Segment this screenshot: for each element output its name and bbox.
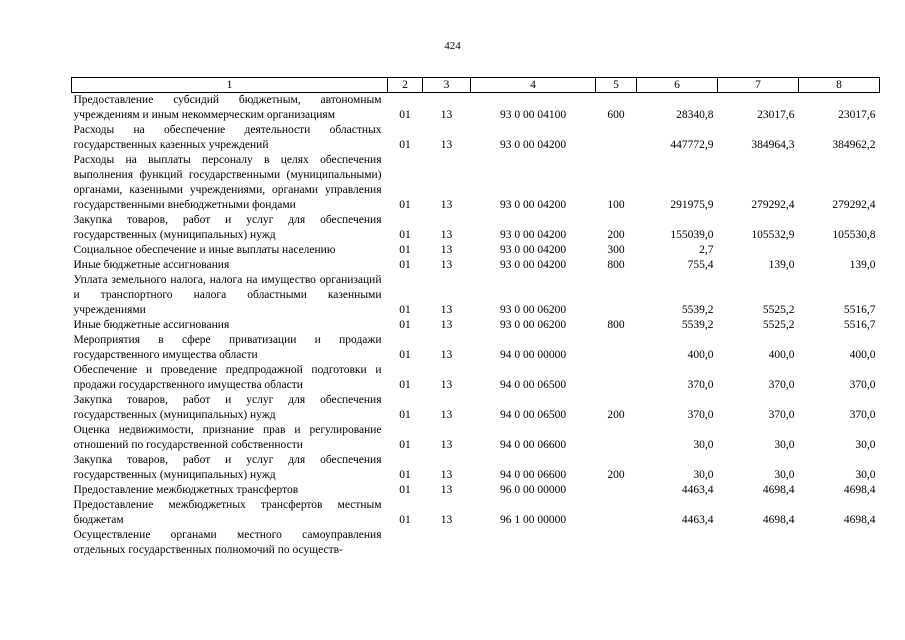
cell-target-article: 94 0 00 06500 [499,409,567,421]
table-row [72,453,880,483]
cell-subsection [423,528,471,558]
row-description: Осуществление органами местного самоуправления отдельных государственных полномочий по осуществ- [73,529,382,556]
cell-target-article [471,528,596,558]
cell-expense-type: 800 [607,319,625,331]
cell-expense-type [596,498,637,528]
cell-target-article: 94 0 00 06500 [499,379,567,391]
cell-target-article: 93 0 00 04200 [499,139,567,151]
row-description: Закупка товаров, работ и услуг для обеспечения государственных (муниципальных) нужд [73,214,382,241]
cell-expense-type [596,123,637,153]
cell-amount-col8: 5516,7 [843,319,876,331]
row-description: Иные бюджетные ассигнования [73,259,230,271]
column-header: 8 [799,78,880,93]
cell-amount-col6 [637,528,718,558]
cell-section: 01 [399,259,411,271]
cell-amount-col7: 400,0 [768,349,795,361]
cell-expense-type [596,483,637,498]
cell-amount-col7: 23017,6 [757,109,795,121]
cell-subsection: 13 [440,304,453,316]
cell-amount-col7: 279292,4 [751,199,795,211]
cell-target-article: 94 0 00 00000 [499,349,567,361]
cell-section: 01 [399,139,411,151]
cell-subsection: 13 [440,379,453,391]
cell-amount-col6: 30,0 [693,439,714,451]
cell-amount-col8: 5516,7 [843,304,876,316]
cell-target-article: 96 1 00 00000 [499,514,567,526]
cell-amount-col8: 139,0 [849,259,876,271]
table-row [72,273,880,318]
table-row [72,393,880,423]
row-description: Оценка недвижимости, признание прав и регулирование отношений по государственной собственности [73,424,382,451]
row-description: Уплата земельного налога, налога на имущество организаций и транспортного налога областными казенными учреждениями [73,274,382,316]
column-header: 5 [596,78,637,93]
cell-amount-col6: 370,0 [687,409,714,421]
column-header: 4 [471,78,596,93]
row-description: Обеспечение и проведение предпродажной подготовки и продажи государственного имущества области [73,364,382,391]
cell-target-article: 93 0 00 04200 [499,229,567,241]
cell-amount-col7: 5525,2 [762,304,795,316]
table-row [72,243,880,258]
cell-subsection: 13 [440,469,453,481]
column-header: 6 [637,78,718,93]
table-row [72,123,880,153]
cell-amount-col8: 400,0 [849,349,876,361]
cell-expense-type: 200 [607,409,625,421]
cell-amount-col7: 30,0 [774,469,795,481]
row-description: Мероприятия в сфере приватизации и продажи государственного имущества области [73,334,382,361]
cell-subsection: 13 [440,349,453,361]
cell-subsection: 13 [440,139,453,151]
cell-expense-type [596,273,637,318]
cell-amount-col8: 4698,4 [843,514,876,526]
cell-amount-col8 [799,243,880,258]
cell-amount-col8: 384962,2 [832,139,876,151]
cell-amount-col6: 4463,4 [681,514,714,526]
row-description: Социальное обеспечение и иные выплаты населению [73,244,336,256]
cell-amount-col8 [799,528,880,558]
cell-subsection: 13 [440,229,453,241]
cell-amount-col6: 5539,2 [681,304,714,316]
cell-amount-col6: 447772,9 [670,139,714,151]
cell-section: 01 [399,439,411,451]
cell-section: 01 [399,109,411,121]
cell-expense-type: 100 [607,199,625,211]
cell-amount-col6: 4463,4 [681,484,714,496]
table-row [72,318,880,333]
cell-expense-type: 300 [607,244,625,256]
column-header: 7 [718,78,799,93]
cell-expense-type: 600 [607,109,625,121]
row-description: Закупка товаров, работ и услуг для обеспечения государственных (муниципальных) нужд [73,394,382,421]
cell-amount-col7: 139,0 [768,259,795,271]
cell-amount-col6: 370,0 [687,379,714,391]
page-number: 424 [444,40,461,52]
row-description: Предоставление межбюджетных трансфертов [73,484,299,496]
table-row [72,153,880,213]
cell-amount-col7: 370,0 [768,379,795,391]
cell-amount-col7 [718,243,799,258]
cell-amount-col6: 291975,9 [670,199,714,211]
cell-section: 01 [399,349,411,361]
cell-section: 01 [399,199,411,211]
cell-amount-col6: 155039,0 [670,229,714,241]
cell-subsection: 13 [440,439,453,451]
cell-target-article: 93 0 00 04200 [499,244,567,256]
cell-subsection: 13 [440,319,453,331]
table-row [72,333,880,363]
cell-amount-col6: 5539,2 [681,319,714,331]
cell-amount-col8: 370,0 [849,379,876,391]
cell-amount-col6: 28340,8 [676,109,714,121]
cell-amount-col7: 4698,4 [762,514,795,526]
table-row [72,213,880,243]
table-row [72,93,880,124]
cell-amount-col8: 4698,4 [843,484,876,496]
cell-section: 01 [399,469,411,481]
row-description: Расходы на обеспечение деятельности областных государственных казенных учреждений [73,124,382,151]
table-row [72,528,880,558]
row-description: Расходы на выплаты персоналу в целях обеспечения выполнения функций государственными (муниципальными) органами, казенными учреждениями, органами управления государственными внебюджетными фондами [73,154,382,211]
row-description: Предоставление субсидий бюджетным, автономным учреждениям и иным некоммерческим организациям [73,94,382,121]
budget-table [71,77,880,558]
cell-expense-type [596,333,637,363]
cell-amount-col6: 400,0 [687,349,714,361]
cell-target-article: 94 0 00 06600 [499,439,567,451]
cell-amount-col8: 105530,8 [832,229,876,241]
row-description: Иные бюджетные ассигнования [73,319,230,331]
cell-amount-col6: 30,0 [693,469,714,481]
cell-section: 01 [399,379,411,391]
cell-target-article: 93 0 00 04200 [499,259,567,271]
table-row [72,498,880,528]
cell-subsection: 13 [440,409,453,421]
column-header: 2 [388,78,423,93]
column-header: 3 [423,78,471,93]
cell-amount-col8: 23017,6 [838,109,876,121]
cell-section: 01 [399,514,411,526]
table-header-row [72,78,880,93]
cell-subsection: 13 [440,514,453,526]
table-row [72,483,880,498]
table-row [72,258,880,273]
column-header: 1 [72,78,388,93]
cell-amount-col8: 30,0 [855,439,876,451]
row-description: Закупка товаров, работ и услуг для обеспечения государственных (муниципальных) нужд [73,454,382,481]
cell-amount-col7: 30,0 [774,439,795,451]
cell-target-article: 93 0 00 04200 [499,199,567,211]
cell-target-article: 93 0 00 04100 [499,109,567,121]
cell-expense-type [596,528,637,558]
table-row [72,423,880,453]
cell-expense-type [596,423,637,453]
cell-expense-type: 200 [607,469,625,481]
cell-amount-col8: 370,0 [849,409,876,421]
cell-section: 01 [399,244,411,256]
cell-amount-col7: 105532,9 [751,229,795,241]
cell-amount-col6: 2,7 [699,244,714,256]
cell-section [388,528,423,558]
cell-amount-col7: 384964,3 [751,139,795,151]
table-row [72,363,880,393]
cell-target-article: 93 0 00 06200 [499,304,567,316]
cell-target-article: 94 0 00 06600 [499,469,567,481]
cell-expense-type [596,363,637,393]
cell-target-article: 96 0 00 00000 [499,484,567,496]
cell-amount-col7: 5525,2 [762,319,795,331]
cell-section: 01 [399,409,411,421]
cell-subsection: 13 [440,484,453,496]
cell-amount-col8: 30,0 [855,469,876,481]
cell-amount-col7 [718,528,799,558]
row-description: Предоставление межбюджетных трансфертов местным бюджетам [73,499,382,526]
cell-section: 01 [399,229,411,241]
cell-section: 01 [399,304,411,316]
cell-amount-col7: 4698,4 [762,484,795,496]
cell-target-article: 93 0 00 06200 [499,319,567,331]
cell-expense-type: 800 [607,259,625,271]
cell-amount-col7: 370,0 [768,409,795,421]
cell-subsection: 13 [440,244,453,256]
cell-subsection: 13 [440,259,453,271]
cell-expense-type: 200 [607,229,625,241]
cell-amount-col8: 279292,4 [832,199,876,211]
cell-section: 01 [399,319,411,331]
cell-subsection: 13 [440,109,453,121]
cell-subsection: 13 [440,199,453,211]
cell-section: 01 [399,484,411,496]
cell-amount-col6: 755,4 [687,259,714,271]
